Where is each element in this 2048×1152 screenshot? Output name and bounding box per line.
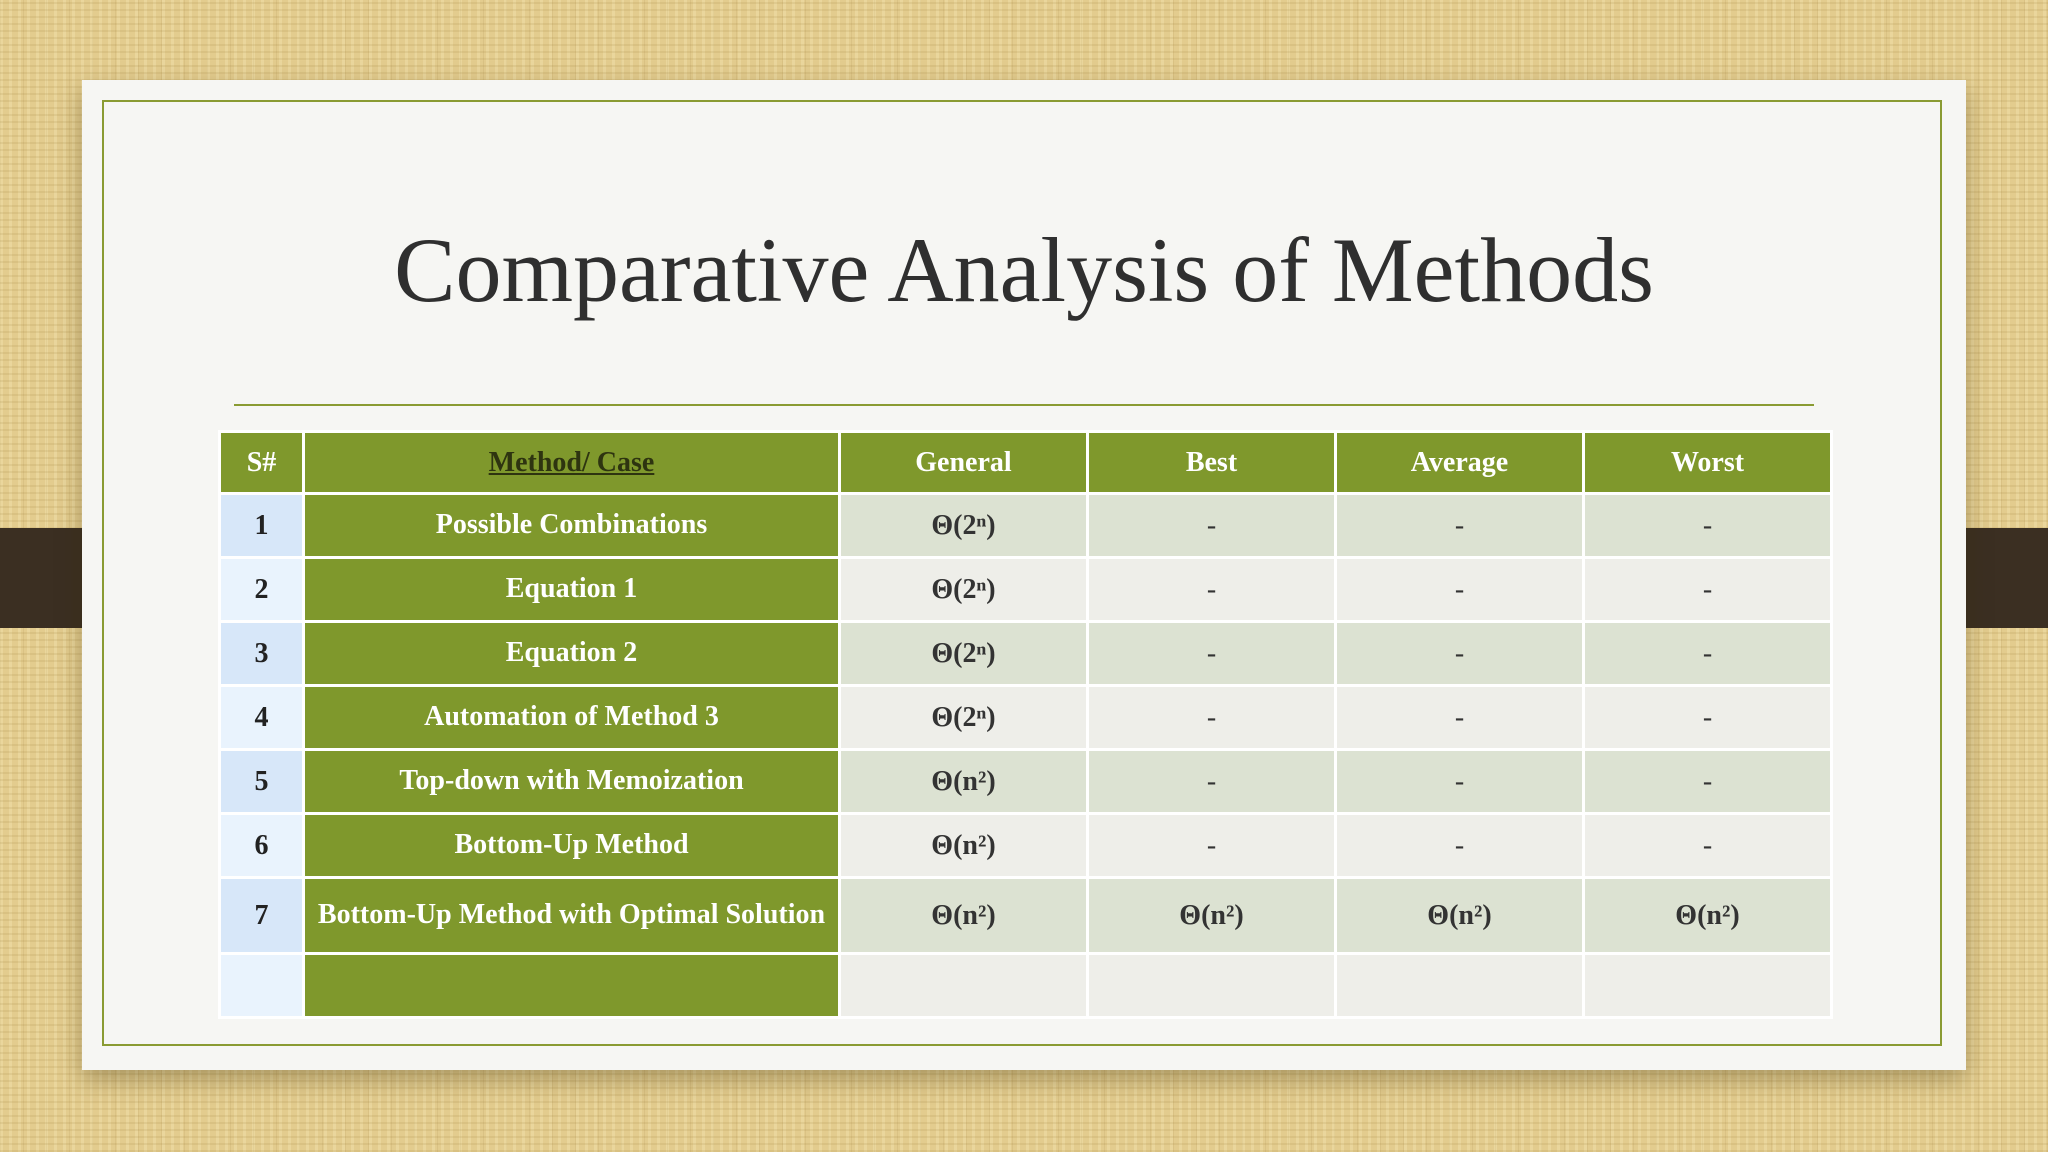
cell-average: - [1336,750,1584,814]
cell-general: Θ(2ⁿ) [840,494,1088,558]
cell-best: - [1088,686,1336,750]
table-row [220,558,1832,622]
cell-method: Automation of Method 3 [304,686,840,750]
cell-average [1336,954,1584,1018]
table-row [220,622,1832,686]
cell-sn: 5 [220,750,304,814]
cell-sn [220,954,304,1018]
cell-best [1088,954,1336,1018]
comparison-table [218,430,1833,1019]
cell-best: - [1088,494,1336,558]
table-row [220,814,1832,878]
cell-method: Bottom-Up Method [304,814,840,878]
cell-worst: - [1584,558,1832,622]
cell-general: Θ(n²) [840,814,1088,878]
header-sn: S# [220,432,304,494]
cell-average: - [1336,494,1584,558]
table-header-row [220,432,1832,494]
cell-method: Top-down with Memoization [304,750,840,814]
cell-worst: - [1584,494,1832,558]
cell-general [840,954,1088,1018]
header-general: General [840,432,1088,494]
cell-method: Equation 1 [304,558,840,622]
cell-worst: Θ(n²) [1584,878,1832,954]
cell-average: - [1336,622,1584,686]
cell-worst: - [1584,622,1832,686]
cell-general: Θ(n²) [840,750,1088,814]
cell-method [304,954,840,1018]
cell-method: Possible Combinations [304,494,840,558]
cell-method: Equation 2 [304,622,840,686]
cell-general: Θ(n²) [840,878,1088,954]
cell-best: - [1088,750,1336,814]
cell-best: - [1088,558,1336,622]
cell-worst: - [1584,814,1832,878]
header-average: Average [1336,432,1584,494]
header-worst: Worst [1584,432,1832,494]
cell-sn: 7 [220,878,304,954]
cell-average: - [1336,686,1584,750]
cell-best: Θ(n²) [1088,878,1336,954]
slide-title: Comparative Analysis of Methods [394,219,1654,321]
cell-sn: 3 [220,622,304,686]
cell-worst: - [1584,750,1832,814]
cell-sn: 1 [220,494,304,558]
table-row [220,686,1832,750]
cell-general: Θ(2ⁿ) [840,622,1088,686]
cell-best: - [1088,814,1336,878]
cell-general: Θ(2ⁿ) [840,558,1088,622]
table-row [220,878,1832,954]
table-row [220,750,1832,814]
cell-general: Θ(2ⁿ) [840,686,1088,750]
cell-average: - [1336,558,1584,622]
cell-best: - [1088,622,1336,686]
cell-sn: 2 [220,558,304,622]
cell-worst: - [1584,686,1832,750]
cell-method: Bottom-Up Method with Optimal Solution [304,878,840,954]
cell-sn: 6 [220,814,304,878]
cell-worst [1584,954,1832,1018]
table-row [220,494,1832,558]
cell-average: Θ(n²) [1336,878,1584,954]
cell-sn: 4 [220,686,304,750]
cell-average: - [1336,814,1584,878]
table-row [220,954,1832,1018]
header-method: Method/ Case [304,432,840,494]
title-divider [234,404,1814,406]
header-best: Best [1088,432,1336,494]
